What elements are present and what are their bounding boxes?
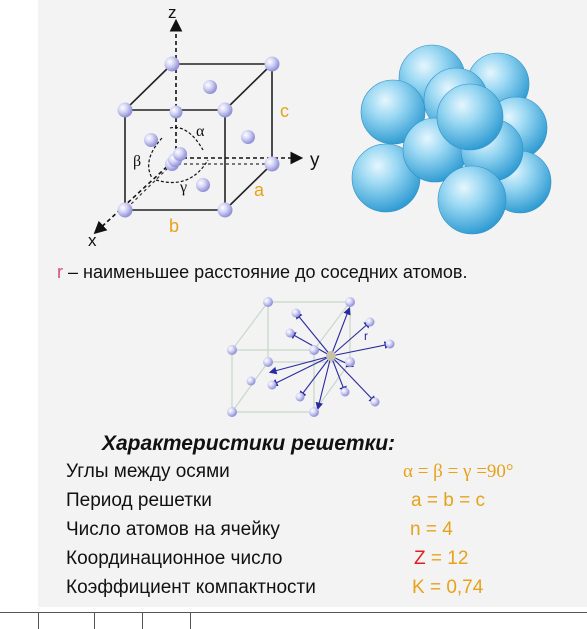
caption-text: – наименьшее расстояние до соседних атомов. — [63, 262, 468, 282]
atom — [265, 157, 280, 172]
atom — [292, 309, 301, 318]
atom — [265, 57, 280, 72]
atom — [203, 80, 217, 94]
atom — [345, 297, 355, 307]
sphere — [438, 166, 506, 234]
central-atom — [326, 351, 336, 361]
atom — [218, 103, 233, 118]
sphere — [437, 84, 503, 150]
atom — [165, 57, 180, 72]
atom — [345, 357, 355, 367]
beta-label: β — [133, 153, 142, 170]
atom — [227, 345, 237, 355]
atom — [170, 106, 183, 119]
atom — [144, 133, 158, 147]
atom — [386, 340, 395, 349]
property-value-angles: α = β = γ =90° — [403, 461, 514, 482]
x-axis-label: x — [88, 231, 97, 250]
atom — [309, 407, 319, 417]
atom — [309, 345, 319, 355]
characteristics-heading: Характеристики решетки: — [102, 432, 396, 455]
neighbor-atoms — [227, 297, 395, 417]
atom — [366, 318, 375, 327]
rule-tick — [190, 613, 191, 629]
atom — [173, 147, 187, 161]
alpha-label: α — [196, 123, 205, 140]
caption-r-symbol: r — [57, 262, 63, 282]
edge-a-label: a — [254, 180, 265, 200]
property-value-coordination — [414, 548, 468, 570]
atom — [341, 388, 350, 397]
property-label-atom-count: Число атомов на ячейку — [66, 519, 280, 540]
property-label-coordination: Координационное число — [66, 548, 283, 569]
atom — [268, 381, 277, 390]
rule-tick — [94, 613, 95, 629]
atom — [286, 329, 295, 338]
atom — [241, 130, 255, 144]
atom — [263, 357, 273, 367]
rule-tick — [38, 613, 39, 629]
edge-b-label: b — [169, 216, 180, 236]
property-value-packing-factor: K = 0,74 — [412, 577, 484, 598]
caption-r-definition — [57, 262, 467, 283]
atom — [371, 398, 380, 407]
property-value-period: a = b = c — [411, 490, 485, 511]
radius-r-label: r — [364, 329, 368, 343]
atom — [296, 393, 305, 402]
atom — [196, 178, 210, 192]
property-label-angles: Углы между осями — [66, 461, 230, 482]
property-value-atom-count: n = 4 — [410, 519, 453, 540]
atom — [118, 103, 133, 118]
x-axis-arrow — [96, 162, 172, 232]
atom — [263, 297, 273, 307]
atom — [247, 377, 256, 386]
edge-c-label: c — [280, 101, 289, 121]
bottom-rule — [0, 612, 587, 629]
atom — [227, 407, 237, 417]
property-label-packing-factor: Коэффициент компактности — [66, 577, 316, 598]
atom — [118, 203, 133, 218]
rule-tick — [142, 613, 143, 629]
z-axis-label: z — [168, 3, 177, 22]
packed-spheres-model — [352, 45, 551, 234]
gamma-label: γ — [180, 179, 188, 196]
y-axis-label: y — [310, 150, 320, 171]
property-label-period: Период решетки — [66, 490, 212, 511]
coordination-number: = 12 — [425, 548, 469, 569]
coordination-symbol: Z — [414, 548, 426, 569]
atom — [218, 203, 233, 218]
